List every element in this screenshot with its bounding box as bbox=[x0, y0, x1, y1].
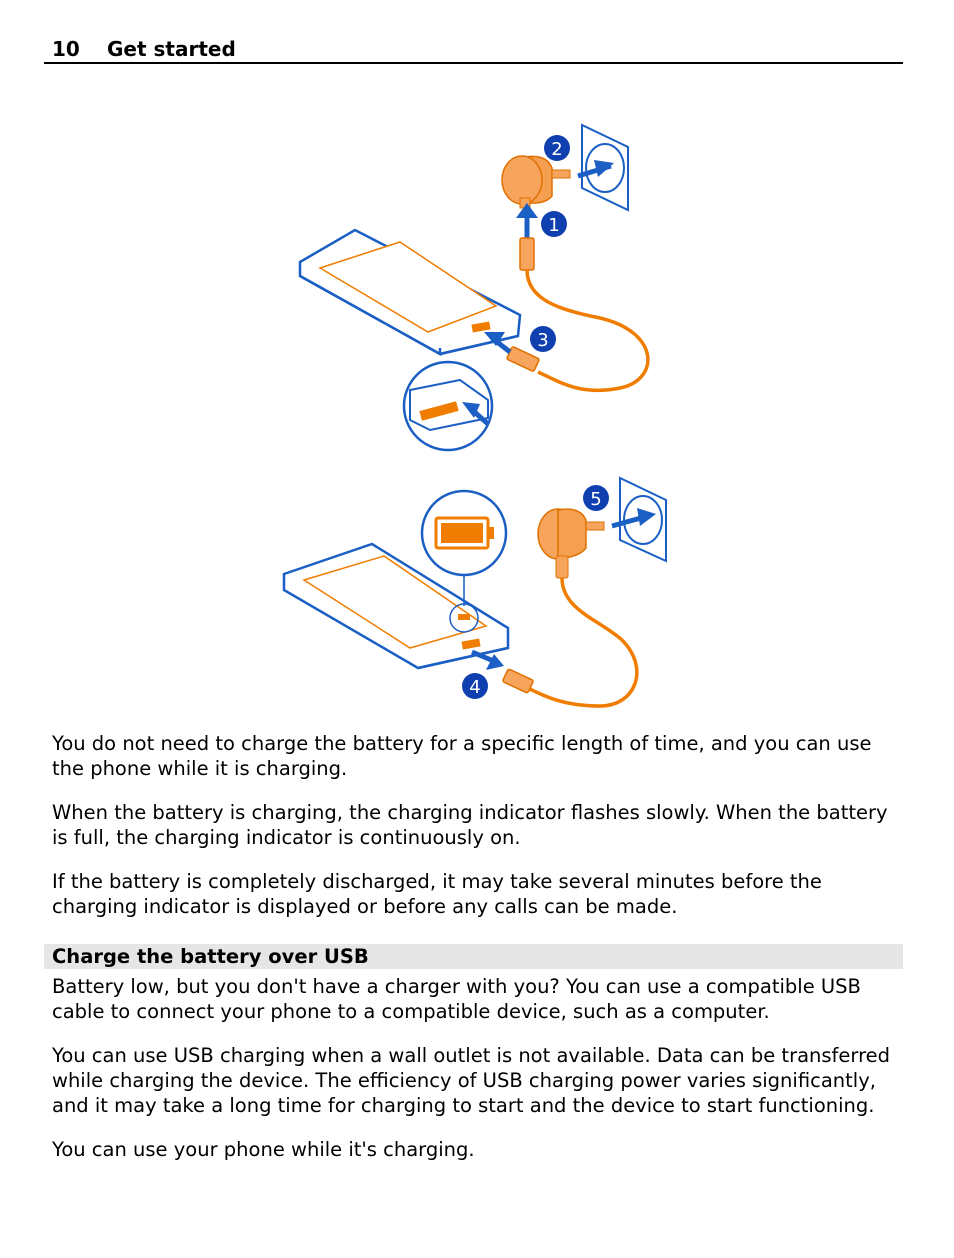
usb-section-title: Charge the battery over USB bbox=[52, 945, 369, 968]
usb-plug-top bbox=[520, 238, 534, 270]
step-badge-4 bbox=[462, 673, 488, 699]
page-number: 10 bbox=[52, 37, 80, 61]
zoom-circle-top bbox=[404, 362, 492, 450]
paragraph-usb-use-phone: You can use your phone while it's charging. bbox=[52, 1138, 475, 1161]
step-label-5: 5 bbox=[590, 489, 602, 510]
paragraph-charging-indicator: When the battery is charging, the charging indicator flashes slowly. When the battery is full, the charging indicator is continuously on. bbox=[52, 801, 888, 849]
step-label-1: 1 bbox=[548, 215, 560, 236]
step-badge-5 bbox=[583, 485, 609, 511]
step-badge-3 bbox=[530, 326, 556, 352]
charger-top bbox=[502, 156, 570, 208]
charger-bottom bbox=[538, 509, 604, 578]
usb-section-heading bbox=[44, 944, 903, 969]
step-label-3: 3 bbox=[537, 330, 549, 351]
section-title: Get started bbox=[107, 37, 236, 61]
step-badge-2 bbox=[544, 135, 570, 161]
step-badge-1 bbox=[541, 211, 567, 237]
paragraph-usb-efficiency: You can use USB charging when a wall outlet is not available. Data can be transferred while charging the device. The efficiency of USB charging power varies significantly, and it may take a long time for charging to start and the device to start functioning. bbox=[52, 1044, 891, 1117]
usb-plug-bottom bbox=[502, 669, 533, 694]
paragraph-usb-intro: Battery low, but you don't have a charger with you? You can use a compatible USB cable to connect your phone to a compatible device, such as a computer. bbox=[52, 975, 861, 1023]
step-label-4: 4 bbox=[469, 677, 481, 698]
cable-bottom bbox=[520, 578, 637, 706]
battery-full-callout bbox=[422, 491, 506, 575]
step-label-2: 2 bbox=[551, 139, 563, 160]
paragraph-discharged: If the battery is completely discharged, it may take several minutes before the charging indicator is displayed or before any calls can be made. bbox=[52, 870, 822, 918]
paragraph-charge-duration: You do not need to charge the battery for a specific length of time, and you can use the phone while it is charging. bbox=[52, 732, 872, 780]
